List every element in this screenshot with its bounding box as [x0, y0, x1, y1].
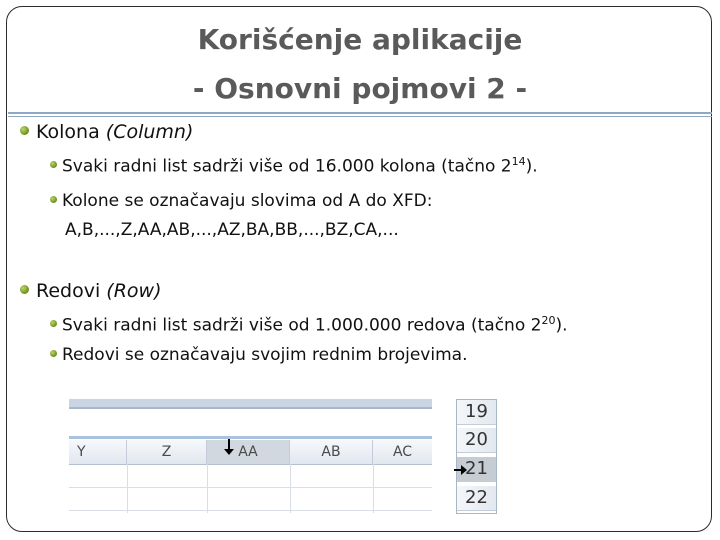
bullet-dot-icon [50, 161, 57, 168]
column-header-y: Y [69, 440, 127, 464]
heading-kolona: Kolona [36, 121, 100, 143]
exponent-14: 14 [511, 155, 526, 168]
row-header-screenshot [456, 399, 497, 514]
column-header-z: Z [127, 440, 207, 464]
heading-redovi: Redovi [36, 280, 101, 302]
point-redovi-labels [50, 345, 467, 365]
point-kolona-count-after: ). [525, 156, 538, 177]
point-redovi-labels-text: Redovi se označavaju svojim rednim brojevima. [62, 345, 468, 365]
heading-redovi-en: (Row) [106, 280, 162, 302]
point-redovi-count [50, 314, 568, 336]
column-header-aa: AA [207, 440, 290, 464]
column-header-screenshot [69, 399, 432, 513]
row-header-21: 21 [457, 457, 496, 482]
grid-col-line [373, 464, 374, 513]
formula-bar-edge [69, 436, 432, 439]
ribbon-edge [69, 407, 432, 409]
column-header-ac: AC [392, 444, 413, 460]
exponent-20: 20 [541, 314, 556, 327]
bullet-redovi [20, 280, 162, 302]
point-kolona-labels-text: Kolone se označavaju slovima od A do XFD: [62, 191, 433, 211]
row-header-20: 20 [457, 428, 496, 453]
row-header-22: 22 [457, 486, 496, 511]
grid-col-line [127, 464, 128, 513]
point-kolona-labels-continued: A,B,...,Z,AA,AB,...,AZ,BA,BB,...,BZ,CA,... [65, 220, 399, 240]
column-header-ab: AB [290, 440, 373, 464]
bullet-dot-icon [50, 320, 57, 327]
point-redovi-count-after: ). [555, 315, 568, 336]
bullet-kolona [20, 121, 193, 143]
bullet-dot-icon [20, 285, 29, 294]
row-header-19: 19 [457, 400, 496, 425]
grid-row-line [69, 487, 432, 488]
title-divider-thin [8, 116, 712, 117]
bullet-dot-icon [20, 126, 29, 135]
bullet-dot-icon [50, 350, 57, 357]
point-kolona-labels [50, 191, 432, 211]
grid-col-line [207, 464, 208, 513]
heading-kolona-en: (Column) [105, 121, 194, 143]
slide-title-line2: - Osnovni pojmovi 2 - [192, 72, 528, 105]
bullet-dot-icon [50, 196, 57, 203]
grid-row-line [69, 510, 432, 511]
point-kolona-count-text: Svaki radni list sadrži više od 16.000 kolona (tačno 2 [62, 156, 512, 177]
slide-title-line1: Korišćenje aplikacije [197, 23, 523, 56]
ribbon-bar [69, 399, 432, 407]
title-divider [8, 112, 712, 114]
arrow-down-icon [228, 439, 230, 451]
arrow-right-icon [454, 469, 464, 471]
grid-col-line [290, 464, 291, 513]
point-redovi-count-text: Svaki radni list sadrži više od 1.000.000 redova (tačno 2 [62, 315, 542, 336]
point-kolona-count [50, 155, 538, 177]
